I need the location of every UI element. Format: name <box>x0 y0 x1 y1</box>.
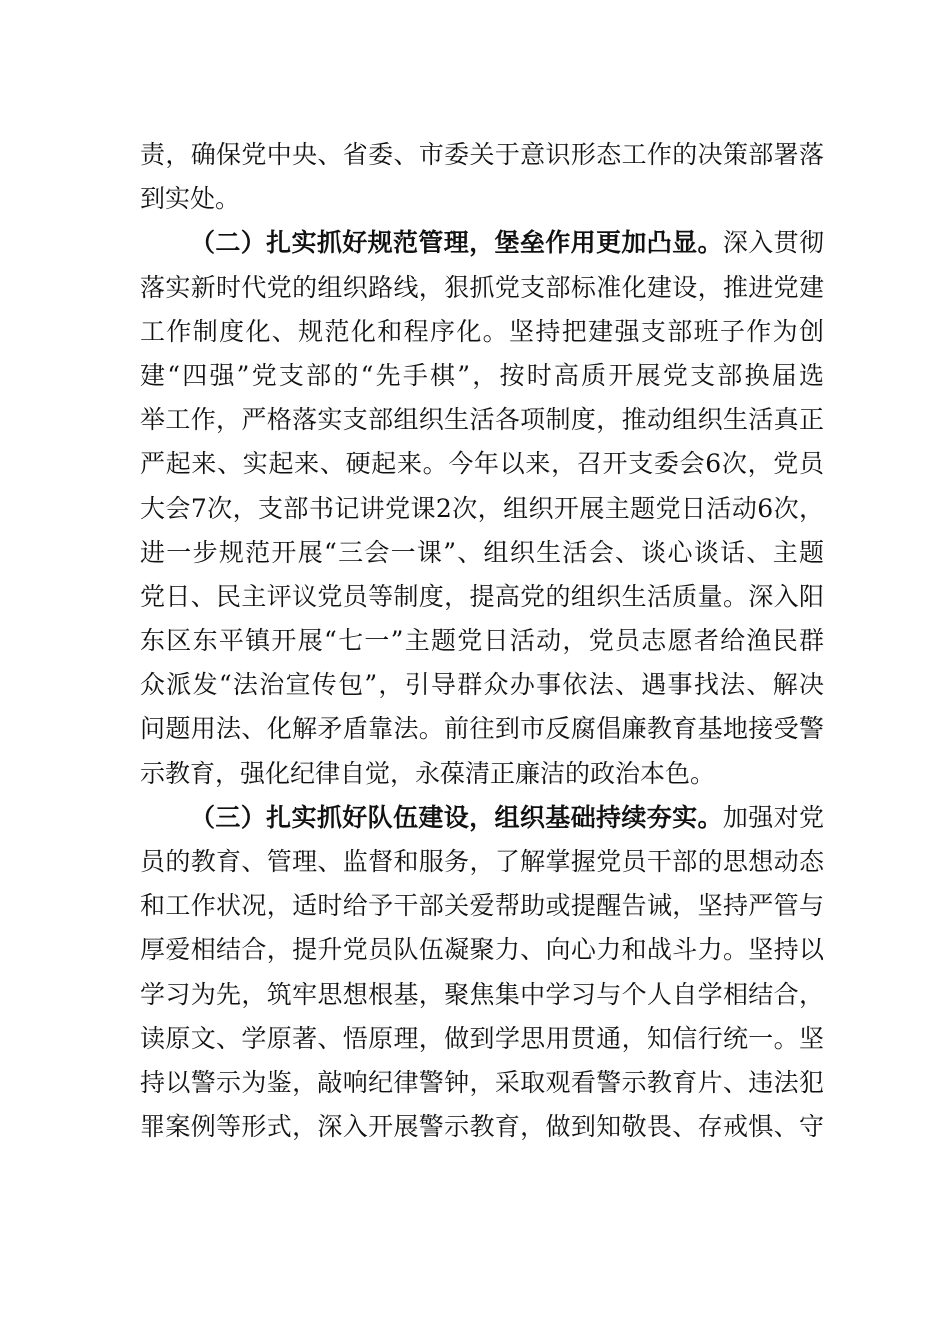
paragraph-first-line <box>140 796 824 840</box>
paragraph-section-3 <box>140 796 824 1150</box>
text-line: 问题用法、化解矛盾靠法。前往到市反腐倡廉教育基地接受警 <box>140 714 824 744</box>
text-line: 工作制度化、规范化和程序化。坚持把建强支部班子作为创 <box>140 316 824 346</box>
text-line: 东区东平镇开展“七一”主题党日活动，党员志愿者给渔民群 <box>140 626 824 656</box>
paragraph-section-2 <box>140 221 824 795</box>
text-run: 深入贯彻 <box>722 228 824 258</box>
text-line: 厚爱相结合，提升党员队伍凝聚力、向心力和战斗力。坚持以 <box>140 935 824 965</box>
text-line: 到实处。 <box>140 184 241 214</box>
text-line: 严起来、实起来、硬起来。今年以来，召开支委会6次，党员 <box>140 449 824 479</box>
document-page <box>140 133 824 1149</box>
text-line: 读原文、学原著、悟原理，做到学思用贯通，知信行统一。坚 <box>140 1023 824 1053</box>
text-line: 持以警示为鉴，敲响纪律警钟，采取观看警示教育片、违法犯 <box>140 1067 824 1097</box>
text-line: 落实新时代党的组织路线，狠抓党支部标准化建设，推进党建 <box>140 272 824 302</box>
text-run: 加强对党 <box>722 802 824 832</box>
text-line: 示教育，强化纪律自觉，永葆清正廉洁的政治本色。 <box>140 758 716 788</box>
text-line: 大会7次，支部书记讲党课2次，组织开展主题党日活动6次， <box>140 493 824 523</box>
text-line: 责，确保党中央、省委、市委关于意识形态工作的决策部署落 <box>140 140 824 169</box>
text-line: 和工作状况，适时给予干部关爱帮助或提醒告诫，坚持严管与 <box>140 891 824 921</box>
paragraph-first-line <box>140 221 824 265</box>
text-line: 举工作，严格落实支部组织生活各项制度，推动组织生活真正 <box>140 405 824 435</box>
text-line: 罪案例等形式，深入开展警示教育，做到知敬畏、存戒惧、守 <box>140 1112 824 1142</box>
text-line: 众派发“法治宣传包”，引导群众办事依法、遇事找法、解决 <box>140 670 824 700</box>
paragraph-continuation <box>140 133 824 221</box>
section-heading: （二）扎实抓好规范管理，堡垒作用更加凸显。 <box>190 228 723 258</box>
text-line: 学习为先，筑牢思想根基，聚焦集中学习与个人自学相结合， <box>140 979 824 1009</box>
text-line: 建“四强”党支部的“先手棋”，按时高质开展党支部换届选 <box>140 360 824 390</box>
section-heading: （三）扎实抓好队伍建设，组织基础持续夯实。 <box>190 802 723 832</box>
text-line: 进一步规范开展“三会一课”、组织生活会、谈心谈话、主题 <box>140 537 824 567</box>
text-line: 党日、民主评议党员等制度，提高党的组织生活质量。深入阳 <box>140 581 824 611</box>
text-line: 员的教育、管理、监督和服务，了解掌握党员干部的思想动态 <box>140 847 824 876</box>
